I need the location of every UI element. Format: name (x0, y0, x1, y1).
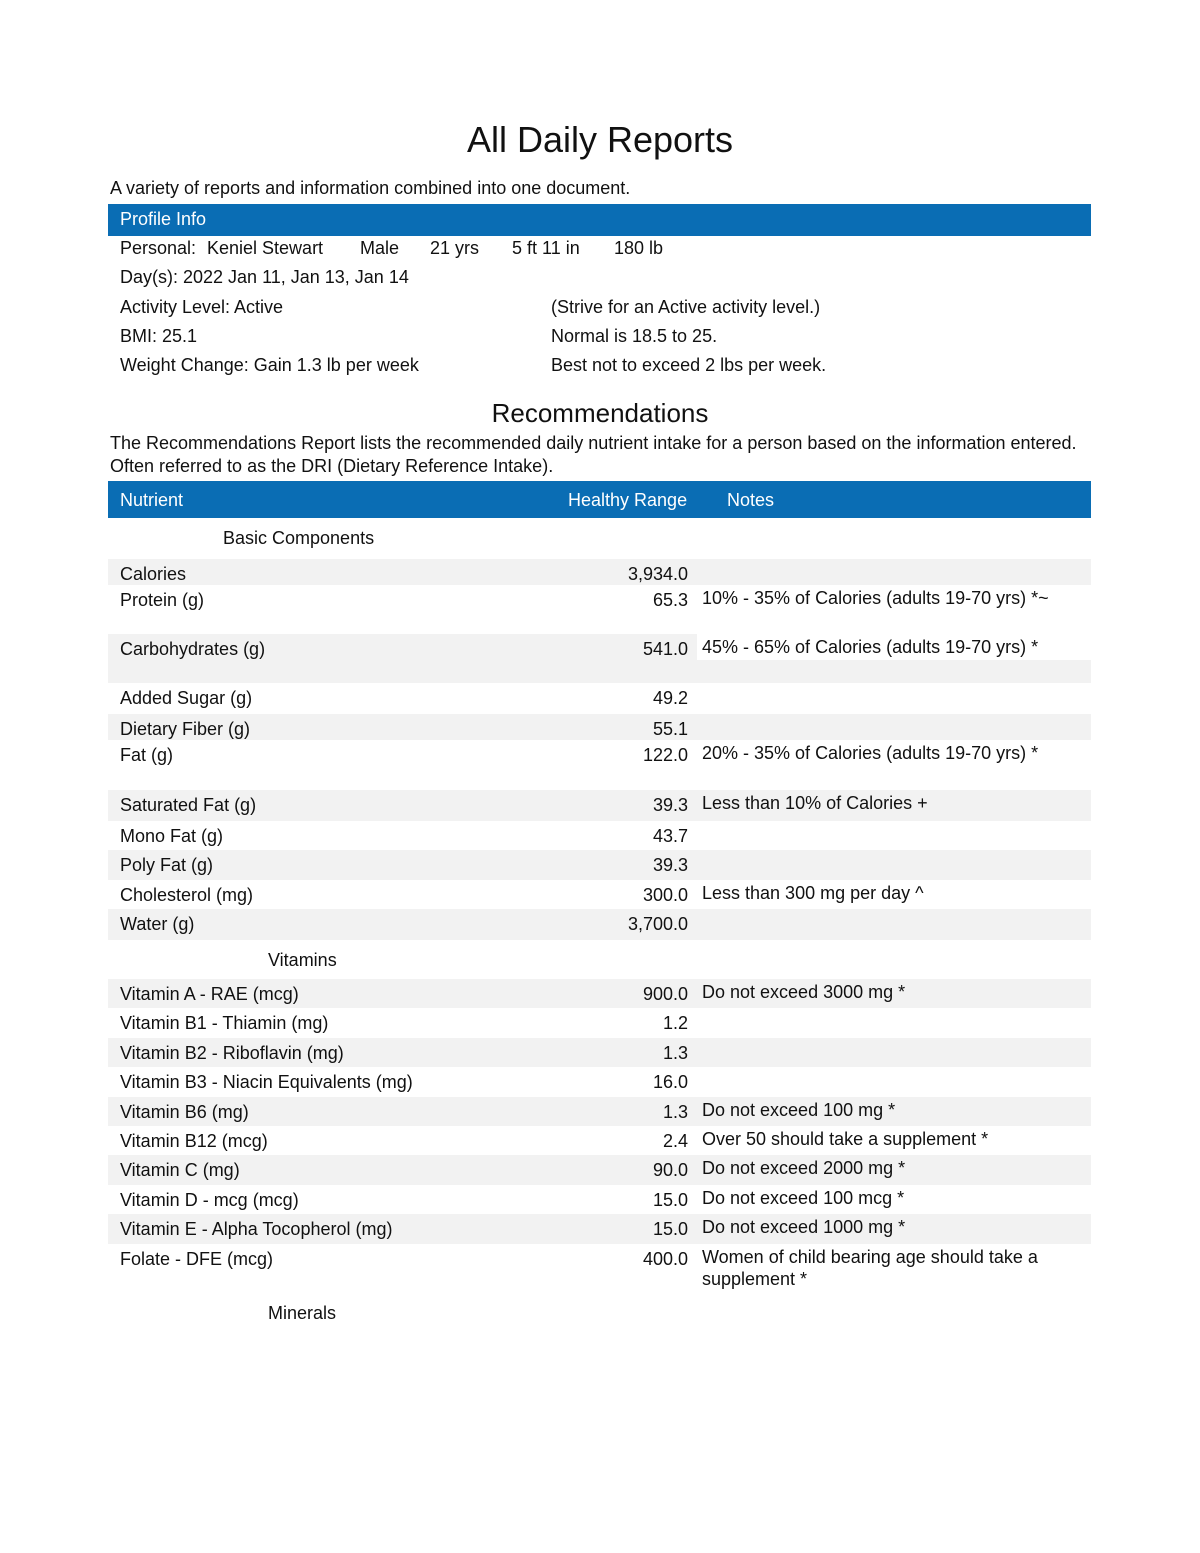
nutrient-note: Women of child bearing age should take a supplement * (702, 1247, 1038, 1289)
column-nutrient: Nutrient (120, 490, 184, 510)
nutrient-name: Vitamin C (mg) (120, 1160, 240, 1180)
nutrient-note: 10% - 35% of Calories (adults 19-70 yrs) *~ (702, 588, 1049, 608)
table-row (108, 714, 1091, 740)
profile-weight-change: Weight Change: Gain 1.3 lb per week (120, 355, 419, 375)
table-row (108, 979, 1091, 1008)
table-row (108, 1244, 1091, 1294)
nutrient-name: Vitamin B1 - Thiamin (mg) (120, 1013, 329, 1033)
nutrient-name: Cholesterol (mg) (120, 885, 254, 905)
row-shading (697, 559, 1091, 585)
row-shading (697, 714, 1091, 740)
table-row (108, 909, 1091, 940)
healthy-range-value: 300.0 (642, 885, 688, 905)
healthy-range-value: 1.2 (662, 1013, 688, 1033)
healthy-range-value: 900.0 (642, 984, 688, 1004)
table-row (108, 1155, 1091, 1185)
profile-height: 5 ft 11 in (512, 238, 580, 258)
profile-activity-note: (Strive for an Active activity level.) (551, 297, 821, 317)
table-row (108, 634, 1091, 683)
nutrient-name: Vitamin B12 (mcg) (120, 1131, 268, 1151)
healthy-range-value: 122.0 (642, 745, 688, 765)
profile-info-bar (108, 204, 1091, 236)
healthy-range-value: 3,700.0 (627, 914, 688, 934)
group-vitamins: Vitamins (268, 950, 337, 970)
nutrient-name: Added Sugar (g) (120, 688, 253, 708)
table-row (108, 1097, 1091, 1126)
table-row (108, 880, 1091, 909)
nutrient-name: Mono Fat (g) (120, 826, 224, 846)
nutrient-name: Vitamin D - mcg (mcg) (120, 1190, 299, 1210)
table-row (108, 850, 1091, 880)
nutrient-note: Over 50 should take a supplement * (702, 1129, 989, 1149)
healthy-range-value: 2.4 (662, 1131, 688, 1151)
nutrient-name: Fat (g) (120, 745, 174, 765)
healthy-range-value: 65.3 (652, 590, 688, 610)
healthy-range-value: 1.3 (662, 1102, 688, 1122)
healthy-range-value: 39.3 (652, 855, 688, 875)
recommendations-table-header (108, 481, 1091, 518)
table-row (108, 1185, 1091, 1214)
column-healthy-range: Healthy Range (568, 490, 688, 510)
healthy-range-value: 16.0 (652, 1072, 688, 1092)
nutrient-name: Vitamin B6 (mg) (120, 1102, 249, 1122)
row-shading (697, 909, 1091, 940)
row-shading (108, 909, 697, 940)
group-basic-components: Basic Components (223, 528, 375, 548)
page-title: All Daily Reports (466, 119, 734, 160)
nutrient-name: Carbohydrates (g) (120, 639, 266, 659)
healthy-range-value: 90.0 (652, 1160, 688, 1180)
nutrient-name: Folate - DFE (mcg) (120, 1249, 274, 1269)
profile-weight-change-note: Best not to exceed 2 lbs per week. (551, 355, 827, 375)
profile-name: Keniel Stewart (207, 238, 324, 258)
recommendations-description: The Recommendations Report lists the recommended daily nutrient intake for a person based on the information entered. Often referred to as the DRI (Dietary Reference Intake). (110, 433, 1077, 476)
profile-info-label: Profile Info (120, 209, 207, 229)
profile-days: Day(s): 2022 Jan 11, Jan 13, Jan 14 (120, 267, 409, 287)
healthy-range-value: 3,934.0 (627, 564, 688, 584)
table-row (108, 1008, 1091, 1038)
nutrient-note: Less than 10% of Calories + (702, 793, 928, 813)
table-row (108, 1038, 1091, 1067)
row-shading (697, 850, 1091, 880)
nutrient-note: Do not exceed 100 mcg * (702, 1188, 905, 1208)
healthy-range-value: 15.0 (652, 1190, 688, 1210)
nutrient-note: 20% - 35% of Calories (adults 19-70 yrs) * (702, 743, 1039, 763)
nutrient-name: Water (g) (120, 914, 195, 934)
table-row (108, 1214, 1091, 1244)
nutrient-name: Vitamin B3 - Niacin Equivalents (mg) (120, 1072, 413, 1092)
nutrient-note: 45% - 65% of Calories (adults 19-70 yrs) * (702, 637, 1039, 657)
table-row (108, 740, 1091, 790)
table-row (108, 821, 1091, 850)
nutrient-note: Less than 300 mg per day ^ (702, 883, 924, 903)
nutrient-name: Protein (g) (120, 590, 205, 610)
nutrient-note: Do not exceed 100 mg * (702, 1100, 896, 1120)
profile-bmi: BMI: 25.1 (120, 326, 198, 346)
page-subtitle: A variety of reports and information combined into one document. (110, 178, 631, 198)
profile-gender: Male (360, 238, 400, 258)
healthy-range-value: 15.0 (652, 1219, 688, 1239)
row-shading (697, 660, 1091, 683)
healthy-range-value: 1.3 (662, 1043, 688, 1063)
profile-bmi-note: Normal is 18.5 to 25. (551, 326, 718, 346)
nutrient-name: Vitamin E - Alpha Tocopherol (mg) (120, 1219, 393, 1239)
table-row (108, 1126, 1091, 1155)
nutrient-name: Calories (120, 564, 187, 584)
healthy-range-value: 43.7 (652, 826, 688, 846)
nutrient-name: Vitamin B2 - Riboflavin (mg) (120, 1043, 344, 1063)
nutrient-name: Poly Fat (g) (120, 855, 214, 875)
nutrient-name: Dietary Fiber (g) (120, 719, 251, 739)
group-minerals: Minerals (268, 1303, 337, 1323)
healthy-range-value: 49.2 (652, 688, 688, 708)
healthy-range-value: 55.1 (652, 719, 688, 739)
nutrient-note: Do not exceed 1000 mg * (702, 1217, 906, 1237)
nutrient-note: Do not exceed 2000 mg * (702, 1158, 906, 1178)
profile-age: 21 yrs (430, 238, 480, 258)
column-notes: Notes (727, 490, 775, 510)
table-row (108, 585, 1091, 634)
nutrient-note: Do not exceed 3000 mg * (702, 982, 906, 1002)
healthy-range-value: 400.0 (642, 1249, 688, 1269)
profile-weight: 180 lb (614, 238, 664, 258)
recommendations-heading: Recommendations (491, 398, 709, 428)
healthy-range-value: 541.0 (642, 639, 688, 659)
table-row (108, 1067, 1091, 1097)
table-row (108, 683, 1091, 714)
table-row (108, 559, 1091, 585)
healthy-range-value: 39.3 (652, 795, 688, 815)
nutrient-name: Saturated Fat (g) (120, 795, 257, 815)
nutrient-name: Vitamin A - RAE (mcg) (120, 984, 299, 1004)
row-shading (697, 1038, 1091, 1067)
personal-label: Personal: (120, 238, 197, 258)
table-row (108, 790, 1091, 821)
profile-activity: Activity Level: Active (120, 297, 284, 317)
row-shading (108, 559, 697, 585)
